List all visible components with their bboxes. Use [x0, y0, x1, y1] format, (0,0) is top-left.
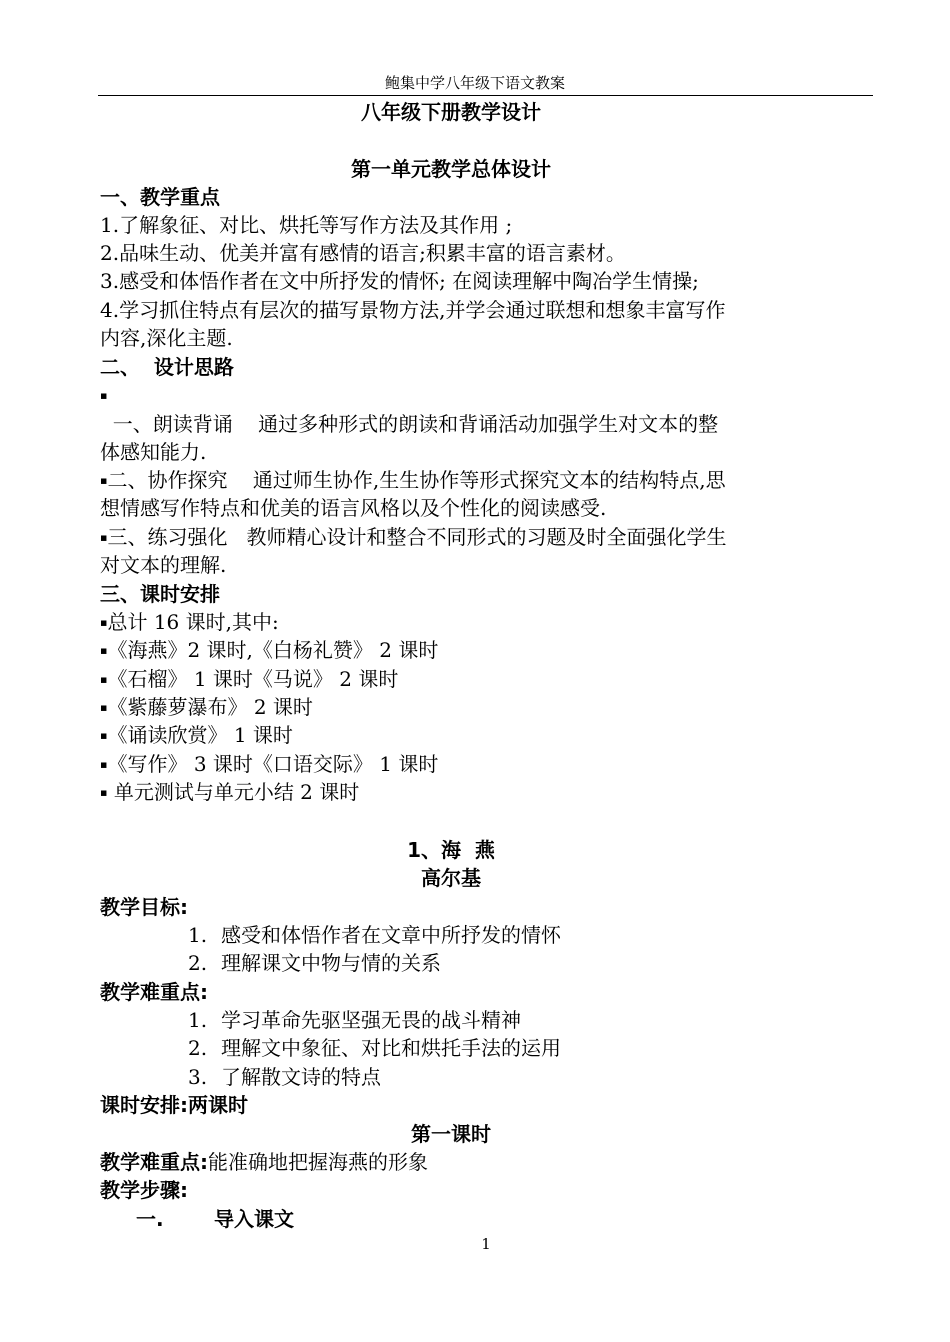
period-key-label: 教学难重点:	[100, 1150, 208, 1174]
key-point-item: 3.感受和体悟作者在文中所抒发的情怀; 在阅读理解中陶冶学生情操;	[100, 269, 699, 293]
period-key-line	[100, 1148, 428, 1176]
section-heading-schedule: 三、课时安排	[100, 582, 220, 606]
bullet-marker	[100, 381, 107, 410]
period-key-text: 能准确地把握海燕的形象	[208, 1150, 428, 1174]
square-bullet-icon: ▪	[100, 701, 108, 714]
class-schedule: 课时安排:两课时	[100, 1093, 248, 1117]
header-rule	[98, 95, 873, 96]
key-point-item: 4.学习抓住特点有层次的描写景物方法,并学会通过联想和想象丰富写作	[100, 298, 726, 322]
goal-text: 感受和体悟作者在文章中所抒发的情怀	[221, 923, 561, 947]
key-text: 了解散文诗的特点	[221, 1065, 381, 1089]
design-para-explore-line1	[100, 466, 726, 495]
period-title: 第一课时	[411, 1122, 491, 1146]
section-heading-key-points: 一、教学重点	[100, 185, 220, 209]
square-bullet-icon: ▪	[100, 474, 108, 487]
square-bullet-icon: ▪	[100, 616, 108, 629]
step-number: 一.	[136, 1207, 164, 1231]
schedule-item: ▪《写作》 3 课时《口语交际》 1 课时	[100, 752, 439, 776]
design-para-practice-line2: 对文本的理解.	[100, 553, 227, 577]
square-bullet-icon: ▪	[100, 531, 108, 544]
square-bullet-icon: ▪	[100, 729, 108, 742]
design-para-explore-line2: 想情感写作特点和优美的语言风格以及个性化的阅读感受.	[100, 496, 607, 520]
key-text: 理解文中象征、对比和烘托手法的运用	[221, 1036, 561, 1060]
square-bullet-icon: ▪	[100, 786, 108, 799]
key-difficulty-heading: 教学难重点:	[100, 980, 208, 1004]
lesson-author: 高尔基	[421, 866, 481, 890]
design-para-practice-text: 三、练习强化 教师精心设计和整合不同形式的习题及时全面强化学生	[107, 525, 727, 549]
schedule-item: ▪《诵读欣赏》 1 课时	[100, 723, 293, 747]
key-text: 学习革命先驱坚强无畏的战斗精神	[221, 1008, 521, 1032]
goals-heading: 教学目标:	[100, 895, 188, 919]
square-bullet-icon: ▪	[100, 758, 108, 771]
schedule-item: ▪总计 16 课时,其中:	[100, 610, 279, 634]
page-header: 鲍集中学八年级下语文教案	[384, 74, 565, 92]
document-title: 八年级下册教学设计	[361, 100, 541, 124]
square-bullet-icon: ▪	[100, 389, 108, 402]
key-number: 1.	[188, 1008, 208, 1032]
unit-title: 第一单元教学总体设计	[351, 157, 551, 181]
design-para-practice-line1	[100, 523, 727, 552]
key-point-item: 1.了解象征、对比、烘托等写作方法及其作用 ;	[100, 213, 513, 237]
goal-number: 2.	[188, 951, 208, 975]
square-bullet-icon: ▪	[100, 673, 108, 686]
lesson-title: 1、海 燕	[407, 838, 495, 862]
key-point-item-continued: 内容,深化主题.	[100, 326, 233, 350]
key-point-item: 2.品味生动、优美并富有感情的语言;积累丰富的语言素材。	[100, 241, 626, 265]
section-heading-design-ideas: 二、 设计思路	[100, 355, 234, 379]
schedule-item: ▪ 单元测试与单元小结 2 课时	[100, 780, 360, 804]
step-text: 导入课文	[214, 1207, 294, 1231]
steps-heading: 教学步骤:	[100, 1178, 188, 1202]
key-number: 2.	[188, 1036, 208, 1060]
schedule-item: ▪《紫藤萝瀑布》 2 课时	[100, 695, 313, 719]
design-para-reading-line2: 体感知能力.	[100, 440, 207, 464]
goal-text: 理解课文中物与情的关系	[221, 951, 441, 975]
square-bullet-icon: ▪	[100, 644, 108, 657]
schedule-item: ▪《石榴》 1 课时《马说》 2 课时	[100, 667, 399, 691]
goal-number: 1.	[188, 923, 208, 947]
schedule-item: ▪《海燕》2 课时,《白杨礼赞》 2 课时	[100, 638, 439, 662]
key-number: 3.	[188, 1065, 208, 1089]
page-number: 1	[481, 1235, 491, 1253]
design-para-reading-line1: 一、朗读背诵 通过多种形式的朗读和背诵活动加强学生对文本的整	[100, 412, 719, 436]
design-para-explore-text: 二、协作探究 通过师生协作,生生协作等形式探究文本的结构特点,思	[107, 468, 726, 492]
